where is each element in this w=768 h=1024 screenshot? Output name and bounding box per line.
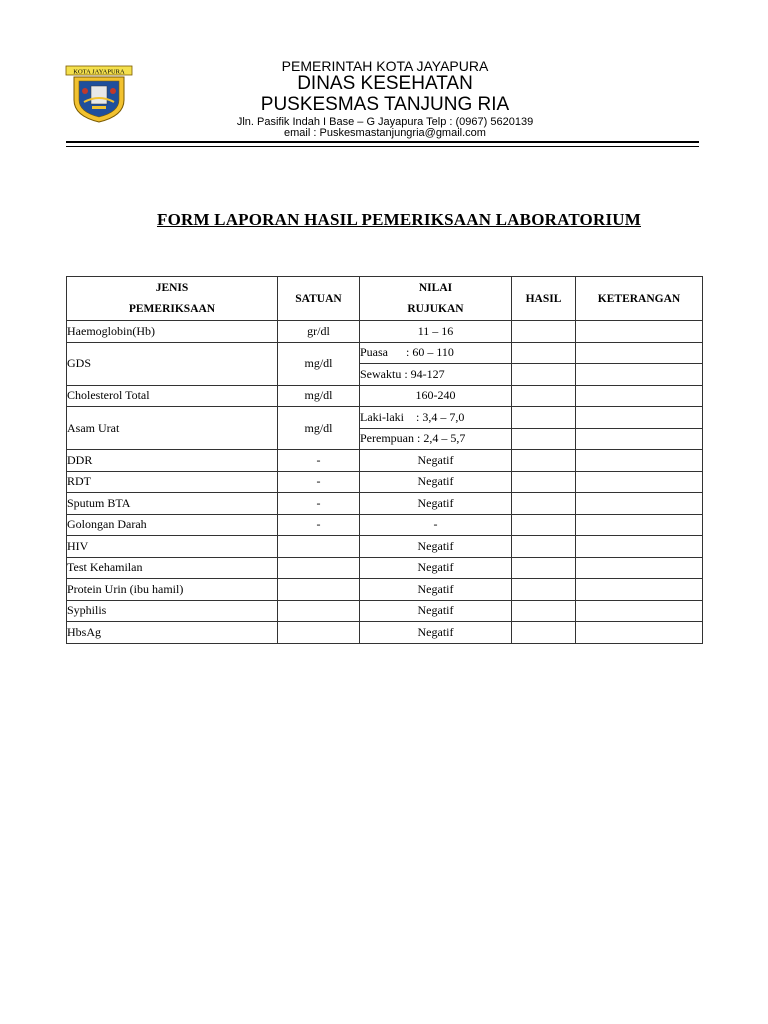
result-cell[interactable] [512, 342, 576, 364]
exam-unit [278, 557, 360, 579]
table-row [67, 407, 703, 429]
exam-name: Cholesterol Total [67, 385, 278, 407]
result-cell[interactable] [512, 514, 576, 536]
table-row [67, 493, 703, 515]
remarks-cell[interactable] [576, 600, 703, 622]
remarks-cell[interactable] [576, 557, 703, 579]
header-hasil: HASIL [512, 277, 576, 321]
exam-unit: - [278, 514, 360, 536]
exam-reference: 160-240 [360, 385, 512, 407]
header-jenis-pemeriksaan [67, 277, 278, 321]
exam-unit: - [278, 493, 360, 515]
table-row [67, 600, 703, 622]
result-cell[interactable] [512, 493, 576, 515]
result-cell[interactable] [512, 579, 576, 601]
remarks-cell[interactable] [576, 536, 703, 558]
result-cell[interactable] [512, 428, 576, 450]
address-line: Jln. Pasifik Indah I Base – G Jayapura Telp : (0967) 5620139 [236, 116, 534, 128]
header-jenis-line1: JENIS [155, 281, 189, 294]
exam-unit: - [278, 450, 360, 472]
exam-reference: Negatif [360, 471, 512, 493]
exam-name: Sputum BTA [67, 493, 278, 515]
remarks-cell[interactable] [576, 514, 703, 536]
exam-name: Protein Urin (ibu hamil) [67, 579, 278, 601]
exam-unit [278, 579, 360, 601]
result-cell[interactable] [512, 385, 576, 407]
exam-name: Asam Urat [67, 407, 278, 450]
header-nilai-line1: NILAI [418, 281, 453, 294]
exam-name: HIV [67, 536, 278, 558]
email-line: email : Puskesmastanjungria@gmail.com [284, 127, 486, 139]
remarks-cell[interactable] [576, 321, 703, 343]
form-title: FORM LAPORAN HASIL PEMERIKSAAN LABORATORIUM [156, 210, 641, 229]
header-satuan: SATUAN [278, 277, 360, 321]
table-row [67, 385, 703, 407]
remarks-cell[interactable] [576, 450, 703, 472]
result-cell[interactable] [512, 622, 576, 644]
exam-reference: Negatif [360, 557, 512, 579]
exam-reference: Laki-laki : 3,4 – 7,0 [360, 407, 512, 429]
exam-name: Haemoglobin(Hb) [67, 321, 278, 343]
remarks-cell[interactable] [576, 493, 703, 515]
exam-unit: - [278, 471, 360, 493]
department-name: DINAS KESEHATAN [297, 73, 473, 94]
svg-text:KOTA JAYAPURA: KOTA JAYAPURA [73, 68, 125, 76]
exam-reference: Negatif [360, 622, 512, 644]
result-cell[interactable] [512, 364, 576, 386]
remarks-cell[interactable] [576, 407, 703, 429]
header-jenis-line2: PEMERIKSAAN [128, 302, 216, 315]
remarks-cell[interactable] [576, 342, 703, 364]
header-nilai-rujukan [360, 277, 512, 321]
exam-unit: mg/dl [278, 342, 360, 385]
city-emblem-logo [64, 64, 134, 124]
exam-unit: mg/dl [278, 385, 360, 407]
exam-unit [278, 600, 360, 622]
table-row [67, 450, 703, 472]
remarks-cell[interactable] [576, 364, 703, 386]
remarks-cell[interactable] [576, 579, 703, 601]
table-row [67, 471, 703, 493]
exam-name: HbsAg [67, 622, 278, 644]
remarks-cell[interactable] [576, 428, 703, 450]
exam-name: DDR [67, 450, 278, 472]
exam-unit: mg/dl [278, 407, 360, 450]
exam-reference: Puasa : 60 – 110 [360, 342, 512, 364]
facility-name: PUSKESMAS TANJUNG RIA [260, 94, 510, 115]
result-cell[interactable] [512, 321, 576, 343]
table-row [67, 579, 703, 601]
exam-reference: Perempuan : 2,4 – 5,7 [360, 428, 512, 450]
header-rule-thick [66, 141, 699, 143]
result-cell[interactable] [512, 600, 576, 622]
exam-name: RDT [67, 471, 278, 493]
result-cell[interactable] [512, 407, 576, 429]
remarks-cell[interactable] [576, 471, 703, 493]
exam-reference: Negatif [360, 493, 512, 515]
table-row [67, 342, 703, 364]
exam-reference: 11 – 16 [360, 321, 512, 343]
government-name: PEMERINTAH KOTA JAYAPURA [281, 58, 489, 74]
header-keterangan: KETERANGAN [576, 277, 703, 321]
exam-reference: Sewaktu : 94-127 [360, 364, 512, 386]
exam-unit: gr/dl [278, 321, 360, 343]
table-row [67, 557, 703, 579]
exam-name: Golongan Darah [67, 514, 278, 536]
exam-name: Test Kehamilan [67, 557, 278, 579]
result-cell[interactable] [512, 450, 576, 472]
table-row [67, 321, 703, 343]
exam-reference: - [360, 514, 512, 536]
exam-reference: Negatif [360, 450, 512, 472]
exam-name: GDS [67, 342, 278, 385]
exam-reference: Negatif [360, 536, 512, 558]
result-cell[interactable] [512, 471, 576, 493]
header-rule-thin [66, 146, 699, 147]
remarks-cell[interactable] [576, 385, 703, 407]
remarks-cell[interactable] [576, 622, 703, 644]
result-cell[interactable] [512, 536, 576, 558]
table-row [67, 514, 703, 536]
table-row [67, 622, 703, 644]
table-row [67, 536, 703, 558]
exam-unit [278, 536, 360, 558]
lab-results-table [66, 276, 703, 644]
result-cell[interactable] [512, 557, 576, 579]
header-nilai-line2: RUJUKAN [407, 302, 464, 315]
table-header-row [67, 277, 703, 321]
exam-reference: Negatif [360, 600, 512, 622]
exam-unit [278, 622, 360, 644]
exam-reference: Negatif [360, 579, 512, 601]
exam-name: Syphilis [67, 600, 278, 622]
